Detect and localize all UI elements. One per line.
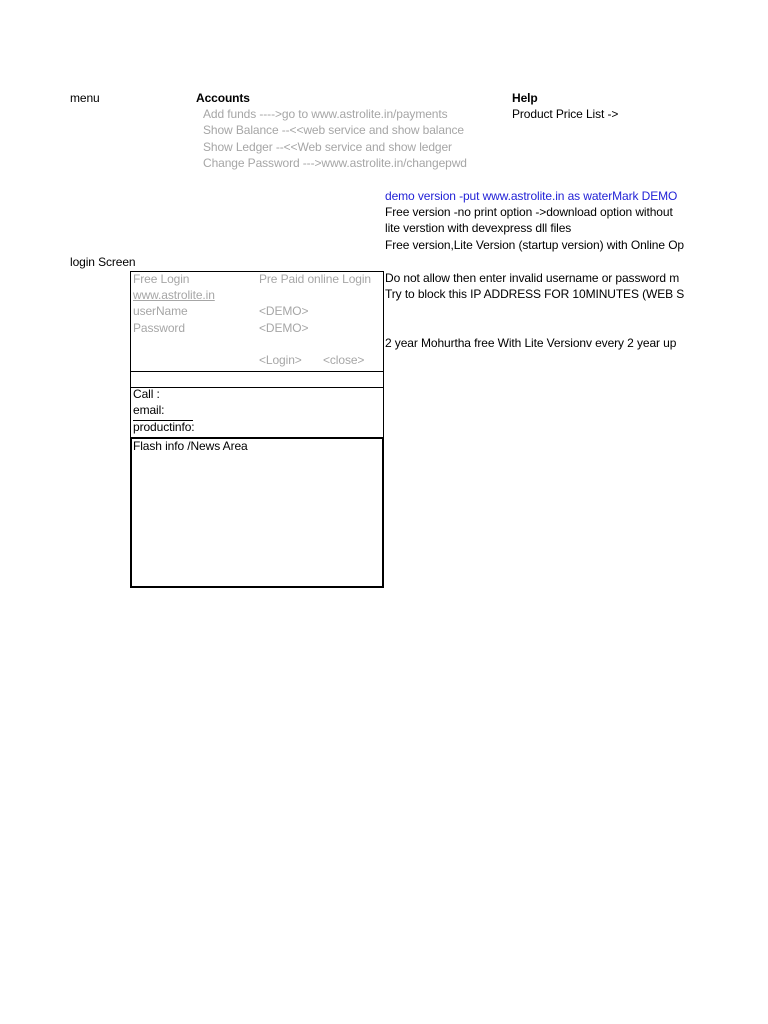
username-field[interactable]: <DEMO> [259,304,309,318]
show-balance-menu-item[interactable]: Show Balance --<<web service and show balance [203,123,464,137]
change-password-menu-item[interactable]: Change Password --->www.astrolite.in/changepwd [203,156,467,170]
notes-area [384,186,768,356]
mohurtha-note: 2 year Mohurtha free With Lite Versionv every 2 year up [385,336,677,350]
login-panel-divider [130,371,384,372]
lite-version-note: lite verstion with devexpress dll files [385,221,572,235]
news-area-title: Flash info /News Area [133,439,248,453]
login-screen-label: login Screen [70,255,136,269]
help-menu-title[interactable]: Help [512,91,538,105]
news-area [130,437,384,588]
demo-version-note: demo version -put www.astrolite.in as waterMark DEMO [385,189,678,203]
add-funds-menu-item[interactable]: Add funds ---->go to www.astrolite.in/payments [203,107,448,121]
product-price-list-menu-item[interactable]: Product Price List -> [512,107,619,121]
productinfo-label: productinfo: [133,420,195,434]
contact-right-border [383,388,384,438]
show-ledger-menu-item[interactable]: Show Ledger --<<Web service and show ledger [203,140,452,154]
call-label: Call : [133,387,160,401]
free-version-note: Free version -no print option ->download option without [385,205,673,219]
invalid-login-note: Do not allow then enter invalid username or password m [385,271,680,285]
free-login-label[interactable]: Free Login [133,272,190,286]
password-field[interactable]: <DEMO> [259,321,309,335]
password-label: Password [133,321,185,335]
startup-version-note: Free version,Lite Version (startup version) with Online Op [385,238,684,252]
username-label: userName [133,304,188,318]
accounts-menu-title[interactable]: Accounts [196,91,250,105]
menu-label: menu [70,91,100,105]
astrolite-link[interactable]: www.astrolite.in [133,288,215,302]
prepaid-login-label[interactable]: Pre Paid online Login [259,272,371,286]
email-label: email: [133,403,165,417]
login-button[interactable]: <Login> [259,353,302,367]
block-ip-note: Try to block this IP ADDRESS FOR 10MINUTES (WEB S [385,287,685,301]
contact-left-border [130,388,131,438]
close-button[interactable]: <close> [323,353,365,367]
